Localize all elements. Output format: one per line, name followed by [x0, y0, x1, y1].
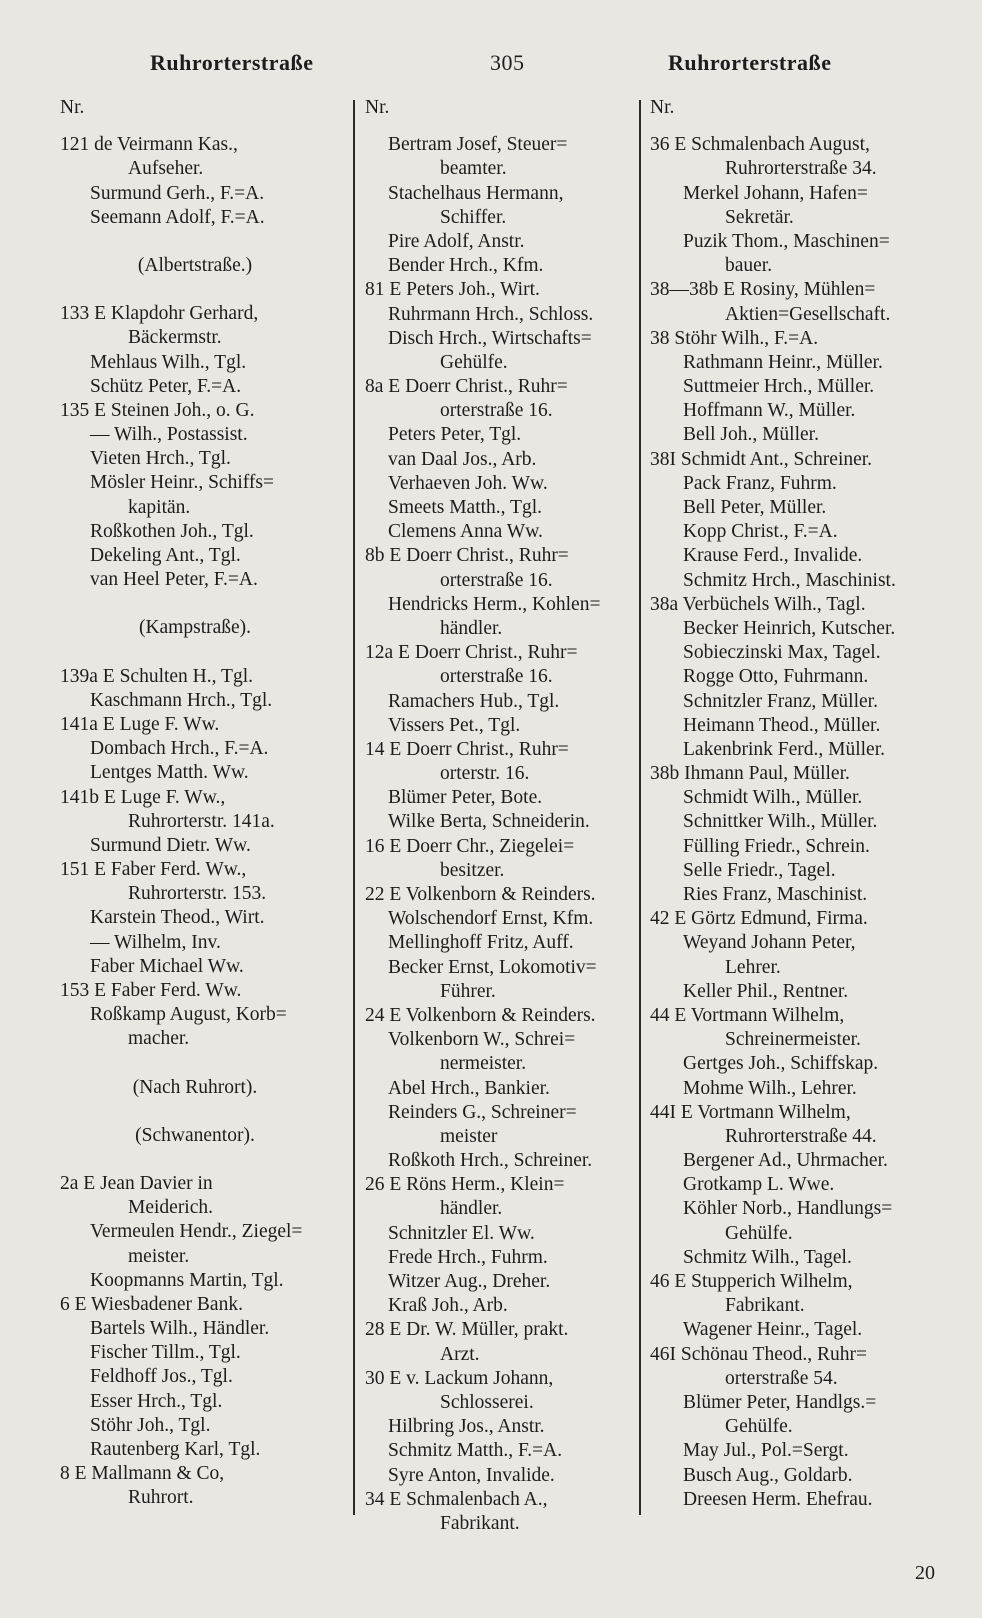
resident-entry: Surmund Gerh., F.=A.: [90, 182, 265, 204]
house-number-entry: 8 E Mallmann & Co,: [60, 1463, 225, 1485]
resident-entry: Hilbring Jos., Anstr.: [388, 1416, 545, 1438]
resident-entry: Schnittker Wilh., Müller.: [683, 811, 878, 833]
resident-entry: Mösler Heinr., Schiffs=: [90, 472, 274, 494]
entry-continuation: Ruhrorterstr. 153.: [128, 883, 267, 905]
house-number-entry: 2a E Jean Davier in: [60, 1172, 213, 1194]
entry-continuation: orterstraße 16.: [440, 569, 553, 591]
resident-entry: Roßkothen Joh., Tgl.: [90, 520, 254, 542]
house-number-entry: 133 E Klapdohr Gerhard,: [60, 303, 259, 325]
column-divider: [353, 100, 355, 1515]
resident-entry: Stachelhaus Hermann,: [388, 182, 564, 204]
resident-entry: Becker Heinrich, Kutscher.: [683, 617, 896, 639]
house-number-entry: 153 E Faber Ferd. Ww.: [60, 980, 242, 1001]
resident-entry: Sobieczinski Max, Tagel.: [683, 642, 881, 664]
house-number-entry: 38—38b E Rosiny, Mühlen=: [650, 279, 876, 301]
column-3: [650, 96, 950, 1512]
entry-continuation: Ruhrort.: [128, 1487, 194, 1509]
house-number-entry: 81 E Peters Joh., Wirt.: [365, 279, 540, 301]
resident-entry: Surmund Dietr. Ww.: [90, 834, 251, 856]
house-number-entry: 46I Schönau Theod., Ruhr=: [650, 1343, 867, 1365]
entry-continuation: orterstr. 16.: [440, 763, 530, 785]
street-section-heading: (Albertstraße.): [137, 254, 253, 276]
resident-entry: Krause Ferd., Invalide.: [683, 545, 863, 567]
house-number-entry: 28 E Dr. W. Müller, prakt.: [365, 1319, 569, 1341]
resident-entry: Mehlaus Wilh., Tgl.: [90, 351, 247, 373]
house-number-entry: 26 E Röns Herm., Klein=: [365, 1174, 565, 1196]
resident-entry: Schmitz Hrch., Maschinist.: [683, 569, 896, 591]
page-number: 305: [490, 50, 525, 75]
resident-entry: Frede Hrch., Fuhrm.: [388, 1246, 548, 1268]
entry-continuation: besitzer.: [440, 859, 505, 881]
entry-continuation: Bäckermstr.: [128, 327, 222, 349]
resident-entry: Fischer Tillm., Tgl.: [90, 1342, 241, 1364]
entry-continuation: bauer.: [725, 255, 773, 277]
entry-continuation: Gehülfe.: [725, 1416, 793, 1438]
resident-entry: Bartels Wilh., Händler.: [90, 1318, 270, 1340]
resident-entry: Koopmanns Martin, Tgl.: [90, 1269, 284, 1291]
entry-continuation: Schlosserei.: [440, 1391, 534, 1413]
resident-entry: Pire Adolf, Anstr.: [388, 230, 525, 252]
house-number-entry: 34 E Schmalenbach A.,: [365, 1488, 548, 1510]
house-number-entry: 44I E Vortmann Wilhelm,: [650, 1101, 851, 1123]
entry-continuation: Meiderich.: [128, 1197, 214, 1219]
resident-entry: Blümer Peter, Bote.: [388, 787, 543, 809]
house-number-entry: 38b Ihmann Paul, Müller.: [650, 763, 850, 785]
resident-entry: Rautenberg Karl, Tgl.: [90, 1439, 261, 1460]
entry-continuation: nermeister.: [440, 1053, 527, 1075]
entry-continuation: Gehülfe.: [440, 351, 508, 373]
resident-entry: Esser Hrch., Tgl.: [90, 1390, 223, 1412]
resident-entry: Feldhoff Jos., Tgl.: [90, 1366, 233, 1388]
entry-continuation: Lehrer.: [725, 956, 781, 978]
resident-entry: Vermeulen Hendr., Ziegel=: [90, 1221, 303, 1243]
entry-continuation: händler.: [440, 617, 503, 639]
house-number-entry: 38a Verbüchels Wilh., Tagl.: [650, 593, 866, 615]
resident-entry: Vissers Pet., Tgl.: [388, 714, 521, 736]
resident-entry: Mellinghoff Fritz, Auff.: [388, 932, 574, 954]
resident-entry: May Jul., Pol.=Sergt.: [683, 1440, 849, 1462]
house-number-entry: 38I Schmidt Ant., Schreiner.: [650, 448, 873, 470]
entry-continuation: meister: [440, 1125, 498, 1147]
house-number-entry: 8b E Doerr Christ., Ruhr=: [365, 545, 569, 567]
resident-entry: Lentges Matth. Ww.: [90, 762, 249, 784]
entry-continuation: händler.: [440, 1198, 503, 1220]
resident-entry: Keller Phil., Rentner.: [683, 980, 849, 1002]
resident-entry: — Wilhelm, Inv.: [90, 931, 221, 953]
resident-entry: Dombach Hrch., F.=A.: [90, 738, 269, 760]
resident-entry: Rathmann Heinr., Müller.: [683, 351, 883, 373]
entry-continuation: Fabrikant.: [725, 1295, 805, 1317]
resident-entry: Puzik Thom., Maschinen=: [683, 230, 890, 252]
running-head-left: Ruhrorterstraße: [150, 50, 314, 75]
resident-entry: Gertges Joh., Schiffskap.: [683, 1053, 879, 1075]
house-number-entry: 12a E Doerr Christ., Ruhr=: [365, 642, 578, 664]
resident-entry: Bertram Josef, Steuer=: [388, 134, 568, 156]
resident-entry: Selle Friedr., Tagel.: [683, 859, 836, 881]
resident-entry: Roßkamp August, Korb=: [90, 1004, 287, 1026]
house-number-entry: 141b E Luge F. Ww.,: [60, 786, 226, 808]
resident-entry: Fülling Friedr., Schrein.: [683, 835, 870, 857]
resident-entry: — Wilh., Postassist.: [90, 424, 248, 446]
resident-entry: Ries Franz, Maschinist.: [683, 884, 868, 905]
entry-continuation: Aufseher.: [128, 158, 204, 180]
resident-entry: Merkel Johann, Hafen=: [683, 182, 868, 204]
resident-entry: Schmitz Matth., F.=A.: [388, 1440, 563, 1462]
house-number-entry: 44 E Vortmann Wilhelm,: [650, 1004, 845, 1026]
number-column-label: Nr.: [60, 97, 85, 118]
house-number-entry: 16 E Doerr Chr., Ziegelei=: [365, 835, 575, 857]
resident-entry: Blümer Peter, Handlgs.=: [683, 1391, 877, 1413]
street-section-heading: (Kampstraße).: [138, 617, 252, 639]
house-number-entry: 24 E Volkenborn & Reinders.: [365, 1004, 596, 1026]
resident-entry: Kaschmann Hrch., Tgl.: [90, 689, 273, 711]
resident-entry: Suttmeier Hrch., Müller.: [683, 376, 875, 398]
house-number-entry: 6 E Wiesbadener Bank.: [60, 1293, 243, 1315]
entry-continuation: kapitän.: [128, 496, 191, 518]
resident-entry: Pack Franz, Fuhrm.: [683, 472, 837, 494]
entry-continuation: macher.: [128, 1028, 190, 1050]
resident-entry: Faber Michael Ww.: [90, 955, 244, 977]
entry-continuation: Fabrikant.: [440, 1512, 520, 1534]
entry-continuation: meister.: [128, 1245, 190, 1267]
resident-entry: Schütz Peter, F.=A.: [90, 375, 242, 397]
entry-continuation: Ruhrorterstraße 34.: [725, 158, 877, 180]
resident-entry: Wagener Heinr., Tagel.: [683, 1319, 863, 1341]
house-number-entry: 135 E Steinen Joh., o. G.: [60, 399, 255, 421]
entry-continuation: Führer.: [440, 980, 496, 1002]
entry-continuation: Schreinermeister.: [725, 1029, 861, 1051]
resident-entry: Dekeling Ant., Tgl.: [90, 545, 241, 566]
house-number-entry: 151 E Faber Ferd. Ww.,: [60, 859, 247, 881]
house-number-entry: 22 E Volkenborn & Reinders.: [365, 884, 596, 905]
house-number-entry: 36 E Schmalenbach August,: [650, 134, 870, 156]
resident-entry: Wilke Berta, Schneiderin.: [388, 811, 590, 833]
column-1: [60, 96, 350, 1511]
resident-entry: Kraß Joh., Arb.: [388, 1295, 508, 1317]
entry-continuation: orterstraße 54.: [725, 1367, 838, 1389]
resident-entry: Köhler Norb., Handlungs=: [683, 1198, 893, 1220]
resident-entry: Hendricks Herm., Kohlen=: [388, 593, 601, 615]
resident-entry: van Heel Peter, F.=A.: [90, 569, 258, 591]
resident-entry: Grotkamp L. Wwe.: [683, 1174, 835, 1196]
resident-entry: Syre Anton, Invalide.: [388, 1464, 555, 1486]
entry-continuation: Aktien=Gesellschaft.: [725, 303, 891, 325]
entry-continuation: Gehülfe.: [725, 1222, 793, 1244]
resident-entry: Clemens Anna Ww.: [388, 521, 543, 543]
resident-entry: Schnitzler El. Ww.: [388, 1222, 535, 1244]
resident-entry: Abel Hrch., Bankier.: [388, 1077, 550, 1099]
resident-entry: Heimann Theod., Müller.: [683, 714, 881, 736]
entry-continuation: orterstraße 16.: [440, 400, 553, 422]
resident-entry: Stöhr Joh., Tgl.: [90, 1414, 211, 1436]
resident-entry: Wolschendorf Ernst, Kfm.: [388, 908, 594, 930]
resident-entry: Rogge Otto, Fuhrmann.: [683, 666, 869, 688]
resident-entry: Verhaeven Joh. Ww.: [388, 472, 548, 494]
street-section-heading: (Schwanentor).: [135, 1124, 255, 1146]
column-2: [365, 96, 655, 1536]
house-number-entry: 14 E Doerr Christ., Ruhr=: [365, 738, 569, 760]
resident-entry: Smeets Matth., Tgl.: [388, 497, 543, 518]
house-number-entry: 42 E Görtz Edmund, Firma.: [650, 908, 868, 930]
house-number-entry: 141a E Luge F. Ww.: [60, 713, 220, 735]
resident-entry: Mohme Wilh., Lehrer.: [683, 1077, 857, 1099]
resident-entry: Bell Peter, Müller.: [683, 497, 827, 518]
sheet-number: 20: [915, 1562, 935, 1584]
resident-entry: Disch Hrch., Wirtschafts=: [388, 327, 592, 349]
resident-entry: Volkenborn W., Schrei=: [388, 1029, 576, 1051]
number-column-label: Nr.: [650, 97, 675, 118]
resident-entry: Ramachers Hub., Tgl.: [388, 690, 560, 712]
resident-entry: Witzer Aug., Dreher.: [388, 1271, 551, 1292]
house-number-entry: 38 Stöhr Wilh., F.=A.: [650, 327, 819, 349]
resident-entry: Hoffmann W., Müller.: [683, 400, 856, 422]
resident-entry: Schnitzler Franz, Müller.: [683, 690, 878, 712]
entry-continuation: beamter.: [440, 158, 507, 180]
street-section-heading: (Nach Ruhrort).: [132, 1076, 258, 1098]
resident-entry: Karstein Theod., Wirt.: [90, 907, 265, 929]
entry-continuation: Schiffer.: [440, 206, 507, 228]
entry-continuation: orterstraße 16.: [440, 666, 553, 688]
resident-entry: Lakenbrink Ferd., Müller.: [683, 738, 885, 760]
resident-entry: Schmitz Wilh., Tagel.: [683, 1246, 852, 1268]
entry-continuation: Arzt.: [440, 1343, 480, 1365]
resident-entry: van Daal Jos., Arb.: [388, 448, 537, 470]
house-number-entry: 30 E v. Lackum Johann,: [365, 1367, 554, 1389]
house-number-entry: 8a E Doerr Christ., Ruhr=: [365, 376, 568, 398]
running-head-right: Ruhrorterstraße: [668, 50, 832, 75]
resident-entry: Bergener Ad., Uhrmacher.: [683, 1150, 888, 1172]
resident-entry: Kopp Christ., F.=A.: [683, 521, 838, 543]
resident-entry: Weyand Johann Peter,: [683, 932, 856, 954]
entry-continuation: Sekretär.: [725, 206, 794, 228]
resident-entry: Peters Peter, Tgl.: [388, 424, 522, 446]
resident-entry: Busch Aug., Goldarb.: [683, 1464, 853, 1486]
entry-continuation: Ruhrorterstraße 44.: [725, 1125, 877, 1147]
resident-entry: Ruhrmann Hrch., Schloss.: [388, 303, 594, 325]
resident-entry: Vieten Hrch., Tgl.: [90, 448, 231, 470]
house-number-entry: 121 de Veirmann Kas.,: [60, 134, 238, 156]
resident-entry: Dreesen Herm. Ehefrau.: [683, 1488, 873, 1510]
entry-continuation: Ruhrorterstr. 141a.: [128, 810, 275, 832]
house-number-entry: 139a E Schulten H., Tgl.: [60, 665, 253, 687]
resident-entry: Becker Ernst, Lokomotiv=: [388, 956, 597, 978]
resident-entry: Schmidt Wilh., Müller.: [683, 787, 863, 809]
number-column-label: Nr.: [365, 97, 390, 118]
house-number-entry: 46 E Stupperich Wilhelm,: [650, 1271, 853, 1292]
resident-entry: Reinders G., Schreiner=: [388, 1101, 577, 1123]
resident-entry: Seemann Adolf, F.=A.: [90, 206, 265, 228]
resident-entry: Roßkoth Hrch., Schreiner.: [388, 1150, 593, 1172]
resident-entry: Bell Joh., Müller.: [683, 424, 819, 446]
resident-entry: Bender Hrch., Kfm.: [388, 255, 544, 277]
